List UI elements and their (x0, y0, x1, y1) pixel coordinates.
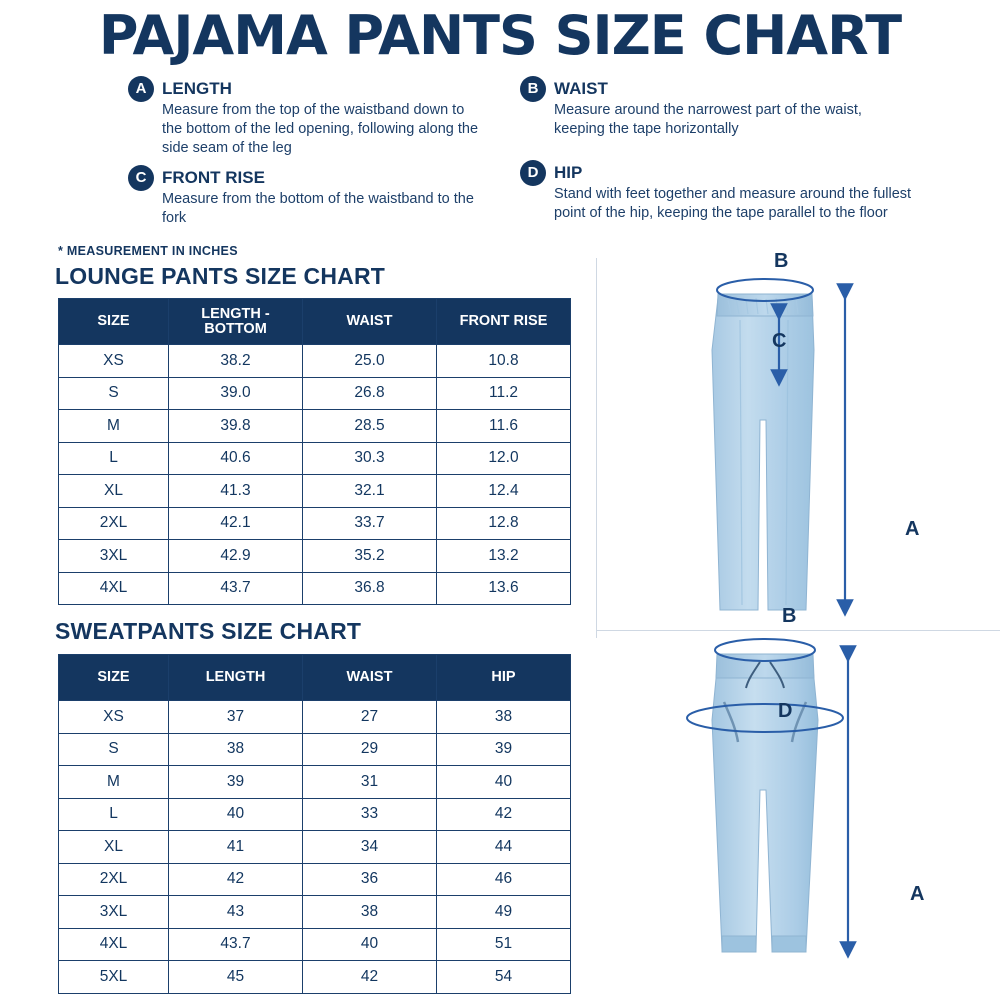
table-row (59, 863, 571, 896)
cell-length: 38 (169, 733, 303, 766)
column-header-waist: WAIST (303, 655, 437, 701)
horizontal-divider (596, 630, 1000, 631)
marker-sweat-b: B (782, 605, 797, 627)
marker-lounge-a: A (905, 518, 920, 540)
table-row (59, 410, 571, 443)
legend-b-label: WAIST (554, 79, 608, 98)
cell-waist: 26.8 (303, 377, 437, 410)
legend-a-label: LENGTH (162, 79, 232, 98)
cell-front-rise: 12.0 (437, 442, 571, 475)
table-row (59, 928, 571, 961)
cell-front-rise: 13.6 (437, 572, 571, 605)
cell-waist: 42 (303, 961, 437, 994)
cell-hip: 42 (437, 798, 571, 831)
cell-size: 2XL (59, 863, 169, 896)
cell-hip: 39 (437, 733, 571, 766)
cell-length: 43.7 (169, 928, 303, 961)
cell-front-rise: 13.2 (437, 540, 571, 573)
cell-length: 41 (169, 831, 303, 864)
legend-item-waist (520, 76, 900, 136)
cell-hip: 44 (437, 831, 571, 864)
cell-hip: 38 (437, 701, 571, 734)
cell-length: 37 (169, 701, 303, 734)
cell-length: 42 (169, 863, 303, 896)
pants-diagram-svg (600, 250, 1000, 1000)
cell-length: 42.1 (169, 507, 303, 540)
legend-c-label: FRONT RISE (162, 168, 265, 187)
cell-waist: 36.8 (303, 572, 437, 605)
cell-length: 43 (169, 896, 303, 929)
table-row (59, 507, 571, 540)
cell-hip: 49 (437, 896, 571, 929)
cell-waist: 31 (303, 766, 437, 799)
cell-size: 4XL (59, 572, 169, 605)
cell-waist: 33.7 (303, 507, 437, 540)
sweatpants-illustration (687, 639, 848, 952)
table-row (59, 831, 571, 864)
cell-waist: 32.1 (303, 475, 437, 508)
cell-size: 3XL (59, 896, 169, 929)
cell-waist: 33 (303, 798, 437, 831)
cell-front-rise: 12.8 (437, 507, 571, 540)
table-header-row (59, 655, 571, 701)
cell-size: 2XL (59, 507, 169, 540)
column-header-length-bottom: LENGTH - BOTTOM (169, 299, 303, 345)
cell-front-rise: 11.6 (437, 410, 571, 443)
table-row (59, 345, 571, 378)
cell-length: 45 (169, 961, 303, 994)
table-row (59, 766, 571, 799)
cell-waist: 38 (303, 896, 437, 929)
cell-length: 39.8 (169, 410, 303, 443)
cell-length: 38.2 (169, 345, 303, 378)
cell-size: 4XL (59, 928, 169, 961)
cell-size: XL (59, 475, 169, 508)
cell-waist: 35.2 (303, 540, 437, 573)
cell-front-rise: 12.4 (437, 475, 571, 508)
table-row (59, 540, 571, 573)
measurement-unit-note: * MEASUREMENT IN INCHES (58, 244, 238, 258)
cell-size: S (59, 377, 169, 410)
page-title: PAJAMA PANTS SIZE CHART (98, 4, 902, 67)
legend-b-description: Measure around the narrowest part of the waist, keeping the tape horizontally (554, 102, 862, 137)
marker-sweat-a: A (910, 883, 925, 905)
marker-sweat-d: D (778, 700, 793, 722)
marker-lounge-c: C (772, 330, 787, 352)
table-row (59, 475, 571, 508)
column-header-size: SIZE (59, 655, 169, 701)
cell-waist: 34 (303, 831, 437, 864)
cell-size: S (59, 733, 169, 766)
cell-waist: 29 (303, 733, 437, 766)
column-header-waist: WAIST (303, 299, 437, 345)
lounge-table-title: LOUNGE PANTS SIZE CHART (55, 263, 386, 289)
cell-length: 39 (169, 766, 303, 799)
column-header-length: LENGTH (169, 655, 303, 701)
cell-length: 40 (169, 798, 303, 831)
lounge-pants-size-table (58, 298, 571, 605)
cell-length: 39.0 (169, 377, 303, 410)
cell-hip: 54 (437, 961, 571, 994)
cell-hip: 46 (437, 863, 571, 896)
table-row (59, 377, 571, 410)
cell-waist: 27 (303, 701, 437, 734)
sweatpants-size-table (58, 654, 571, 994)
legend-c-description: Measure from the bottom of the waistband to the fork (162, 191, 474, 226)
column-header-hip: HIP (437, 655, 571, 701)
cell-size: 3XL (59, 540, 169, 573)
column-header-front-rise: FRONT RISE (437, 299, 571, 345)
legend-d-label: HIP (554, 163, 583, 182)
cell-waist: 25.0 (303, 345, 437, 378)
cell-front-rise: 10.8 (437, 345, 571, 378)
sweatpants-table-title: SWEATPANTS SIZE CHART (55, 618, 362, 644)
lounge-pants-illustration (712, 279, 845, 610)
cell-waist: 36 (303, 863, 437, 896)
marker-lounge-b: B (774, 250, 789, 272)
cell-size: XS (59, 701, 169, 734)
badge-c-icon: C (128, 165, 154, 191)
cell-length: 43.7 (169, 572, 303, 605)
cell-size: XL (59, 831, 169, 864)
cell-size: 5XL (59, 961, 169, 994)
table-header-row (59, 299, 571, 345)
table-row (59, 442, 571, 475)
legend-a-description: Measure from the top of the waistband down to the bottom of the led opening, following along the side seam of the leg (162, 102, 479, 156)
cell-hip: 40 (437, 766, 571, 799)
cell-size: M (59, 766, 169, 799)
cell-length: 40.6 (169, 442, 303, 475)
legend-item-front-rise (128, 165, 488, 225)
legend-d-description: Stand with feet together and measure around the fullest point of the hip, keeping the tape parallel to the floor (554, 186, 912, 221)
cell-waist: 28.5 (303, 410, 437, 443)
cell-length: 41.3 (169, 475, 303, 508)
cell-waist: 40 (303, 928, 437, 961)
badge-a-icon: A (128, 76, 154, 102)
table-row (59, 733, 571, 766)
cell-length: 42.9 (169, 540, 303, 573)
cell-size: M (59, 410, 169, 443)
table-row (59, 701, 571, 734)
cell-size: XS (59, 345, 169, 378)
table-row (59, 572, 571, 605)
badge-d-icon: D (520, 160, 546, 186)
cell-size: L (59, 442, 169, 475)
legend-item-length (128, 76, 488, 156)
table-row (59, 961, 571, 994)
vertical-divider (596, 258, 597, 638)
legend-item-hip (520, 160, 920, 250)
cell-size: L (59, 798, 169, 831)
cell-waist: 30.3 (303, 442, 437, 475)
pants-illustrations (600, 250, 1000, 1000)
cell-hip: 51 (437, 928, 571, 961)
cell-front-rise: 11.2 (437, 377, 571, 410)
column-header-size: SIZE (59, 299, 169, 345)
table-row (59, 798, 571, 831)
table-row (59, 896, 571, 929)
badge-b-icon: B (520, 76, 546, 102)
